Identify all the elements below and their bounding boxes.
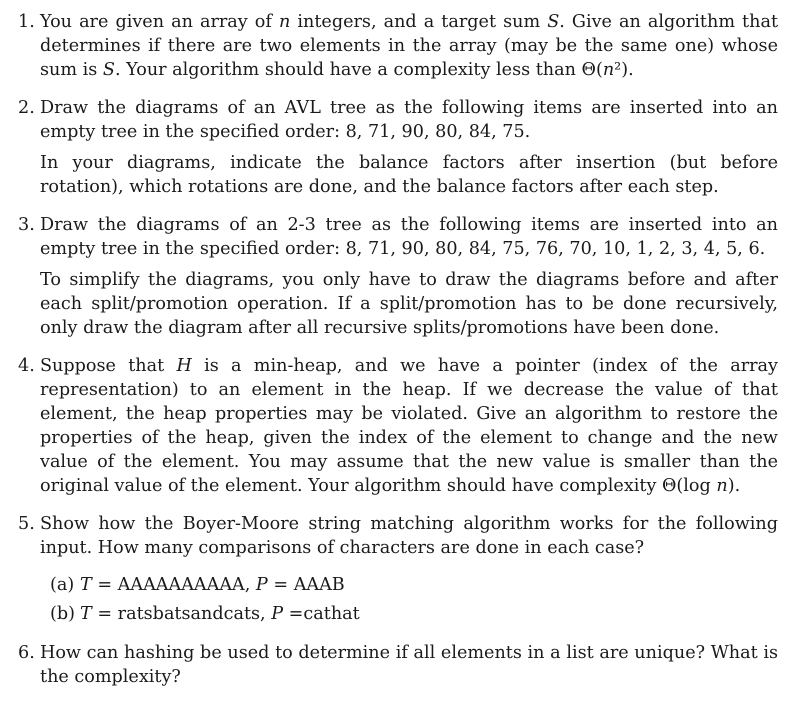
question-number: 6. <box>18 643 35 663</box>
question-text: You are given an array of n integers, and a target sum S. Give an algorithm that determines if there are two elements in the array (may be the same one) whose sum is S. Your algorithm should have a complexity less than Θ(n²). <box>40 12 779 80</box>
subpart-label: (a) <box>50 575 75 595</box>
question-number: 1. <box>18 12 35 32</box>
question-text <box>40 213 778 340</box>
question-number: 4. <box>18 356 35 376</box>
question-5 <box>18 512 778 560</box>
question-number: 5. <box>18 514 35 534</box>
question-text <box>40 512 778 560</box>
paragraph: In your diagrams, indicate the balance factors after insertion (but before rotation), which rotations are done, and the balance factors after each step. <box>40 153 778 197</box>
question-4 <box>18 354 778 498</box>
paragraph: How can hashing be used to determine if all elements in a list are unique? What is the complexity? <box>40 643 778 687</box>
question-2 <box>18 96 778 199</box>
paragraph: Draw the diagrams of an 2-3 tree as the following items are inserted into an empty tree in the specified order: 8, 71, 90, 80, 84, 75, 76, 70, 10, 1, 2, 3, 4, 5, 6. <box>40 215 778 259</box>
question-text: Suppose that H is a min-heap, and we have a pointer (index of the array representation) to an element in the heap. If we decrease the value of that element, the heap properties may be violated. Give an algorithm to restore the properties of the heap, given the index of the element to change and the new value of the element. You may assume that the new value is smaller than the original value of the element. Your algorithm should have complexity Θ(log n). <box>40 356 778 496</box>
question-6 <box>18 641 778 689</box>
question-number: 2. <box>18 98 35 118</box>
question-text <box>40 641 778 689</box>
subpart-b: (b) T = ratsbatsandcats, P =cathat <box>50 604 360 624</box>
question-1 <box>18 10 778 82</box>
question-3 <box>18 213 778 340</box>
paragraph: Show how the Boyer-Moore string matching algorithm works for the following input. How many comparisons of characters are done in each case? <box>40 514 778 558</box>
subpart-label: (b) <box>50 604 75 624</box>
subpart-a: (a) T = AAAAAAAAAA, P = AAAB <box>50 575 345 595</box>
paragraph: Draw the diagrams of an AVL tree as the following items are inserted into an empty tree in the specified order: 8, 71, 90, 80, 84, 75. <box>40 98 778 142</box>
question-number: 3. <box>18 215 35 235</box>
paragraph: To simplify the diagrams, you only have to draw the diagrams before and after each split/promotion operation. If a split/promotion has to be done recursively, only draw the diagram after all recursive splits/promotions have been done. <box>40 270 778 338</box>
question-text <box>40 96 778 199</box>
